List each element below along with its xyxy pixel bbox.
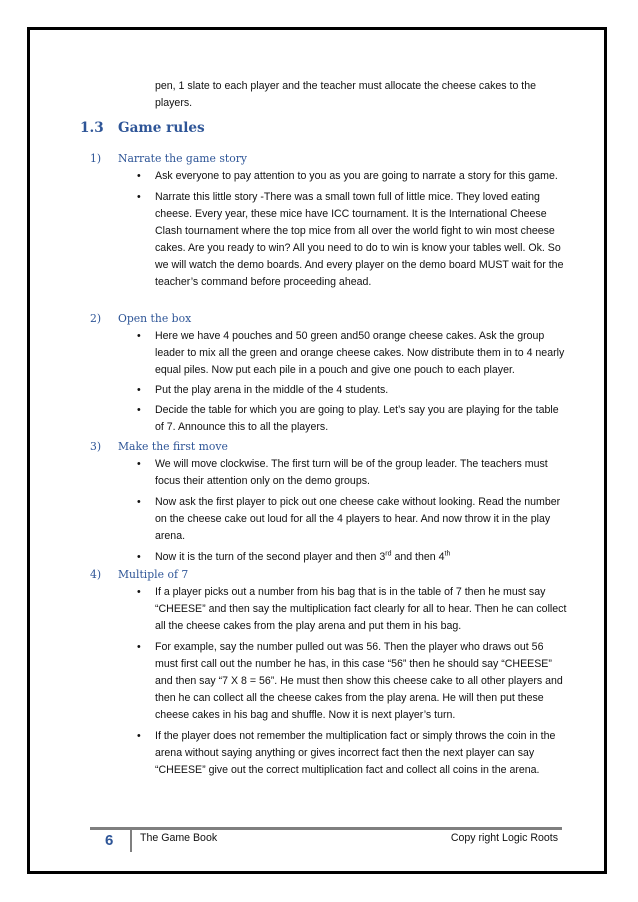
bullet-icon: • [137,496,141,508]
bullet-icon: • [137,330,141,342]
bullet-icon: • [137,586,141,598]
list-item: • We will move clockwise. The first turn will be of the group leader. The teachers must focus their attention only on the demo groups. [137,458,548,487]
bullet-list-1 [137,168,567,291]
bullet-list-4 [137,584,567,779]
list-item: • Now it is the turn of the second player and then 3rd and then 4th [137,549,567,566]
list-item: • Ask everyone to pay attention to you as you are going to narrate a story for this game. [137,168,567,185]
subsection-heading-4 [90,568,188,581]
list-item: • Now ask the first player to pick out one cheese cake without looking. Read the number on the cheese cake out loud for all the 4 players to hear. And now throw it in the play arena. [137,496,561,542]
subsection-heading-3 [90,440,228,453]
bullet-list-3 [137,456,567,566]
subsection-title: Narrate the game story [118,152,247,165]
subsection-number: 3) [90,440,102,453]
list-item: • Decide the table for which you are going to play. Let’s say you are playing for the table of 7. Announce this to all the players. [137,404,559,433]
intro-line-1: pen, 1 slate to each player and the teacher must allocate the cheese cakes to the [155,80,537,92]
intro-line-2: players. [155,97,193,109]
subsection-number: 2) [90,312,102,325]
bullet-icon: • [137,641,141,653]
bullet-icon: • [137,551,141,563]
list-item: • Here we have 4 pouches and 50 green and50 orange cheese cakes. Ask the group leader to mix all the green and orange cheese cakes. Now distribute them in to 4 nearly equal piles. Now put each pile in a pouch and give one pouch to each player. [137,330,565,376]
bullet-icon: • [137,170,141,182]
subsection-number: 1) [90,152,102,165]
subsection-title: Multiple of 7 [118,568,189,581]
footer-separator [130,830,132,852]
subsection-heading-1 [90,152,247,165]
bullet-icon: • [137,458,141,470]
subsection-number: 4) [90,568,102,581]
list-item: • If the player does not remember the multiplication fact or simply throws the coin in the arena without saying anything or gives incorrect fact then the next player can say “CHEESE” give out the correct multiplication fact and collect all coins in the arena. [137,730,556,776]
page-number: 6 [105,832,114,849]
subsection-title: Make the first move [118,440,228,453]
section-heading [80,120,205,136]
bullet-list-2 [137,328,567,436]
bullet-icon: • [137,730,141,742]
bullet-icon: • [137,404,141,416]
section-number: 1.3 [80,120,104,136]
bullet-icon: • [137,384,141,396]
section-title: Game rules [118,120,205,136]
list-item: • If a player picks out a number from his bag that is in the table of 7 then he must say “CHEESE” and then say the multiplication fact clearly for all to hear. Then he can collect all the cheese cakes from the play arena and put them in his bag. [137,586,567,632]
footer-book-title: The Game Book [140,832,218,844]
footer-copyright: Copy right Logic Roots [450,832,558,844]
footer-rule [90,827,562,830]
list-item: • Put the play arena in the middle of the 4 students. [137,382,567,399]
list-item: • Narrate this little story -There was a small town full of little mice. They loved eating cheese. Every year, these mice have ICC tournament. It is the International Cheese Clash tournament where the top mice from all over the world fight to win most cheese cakes. Are you ready to win? All you need to do to win is know your tables well. Ok. So we will watch the demo boards. And every player on the demo board MUST wait for the teacher’s command before proceeding ahead. [137,191,564,288]
subsection-heading-2 [90,312,191,325]
subsection-title: Open the box [118,312,192,325]
bullet-icon: • [137,191,141,203]
list-item: • For example, say the number pulled out was 56. Then the player who draws out 56 must first call out the number he has, in this case “56” then he should say “CHEESE” and then say “7 X 8 = 56”. He must then show this cheese cake to all other players and then he can collect all the cheese cakes from the play arena. He will then put these cheese cakes in his bag and shuffle. Now it is next player’s turn. [137,641,563,721]
